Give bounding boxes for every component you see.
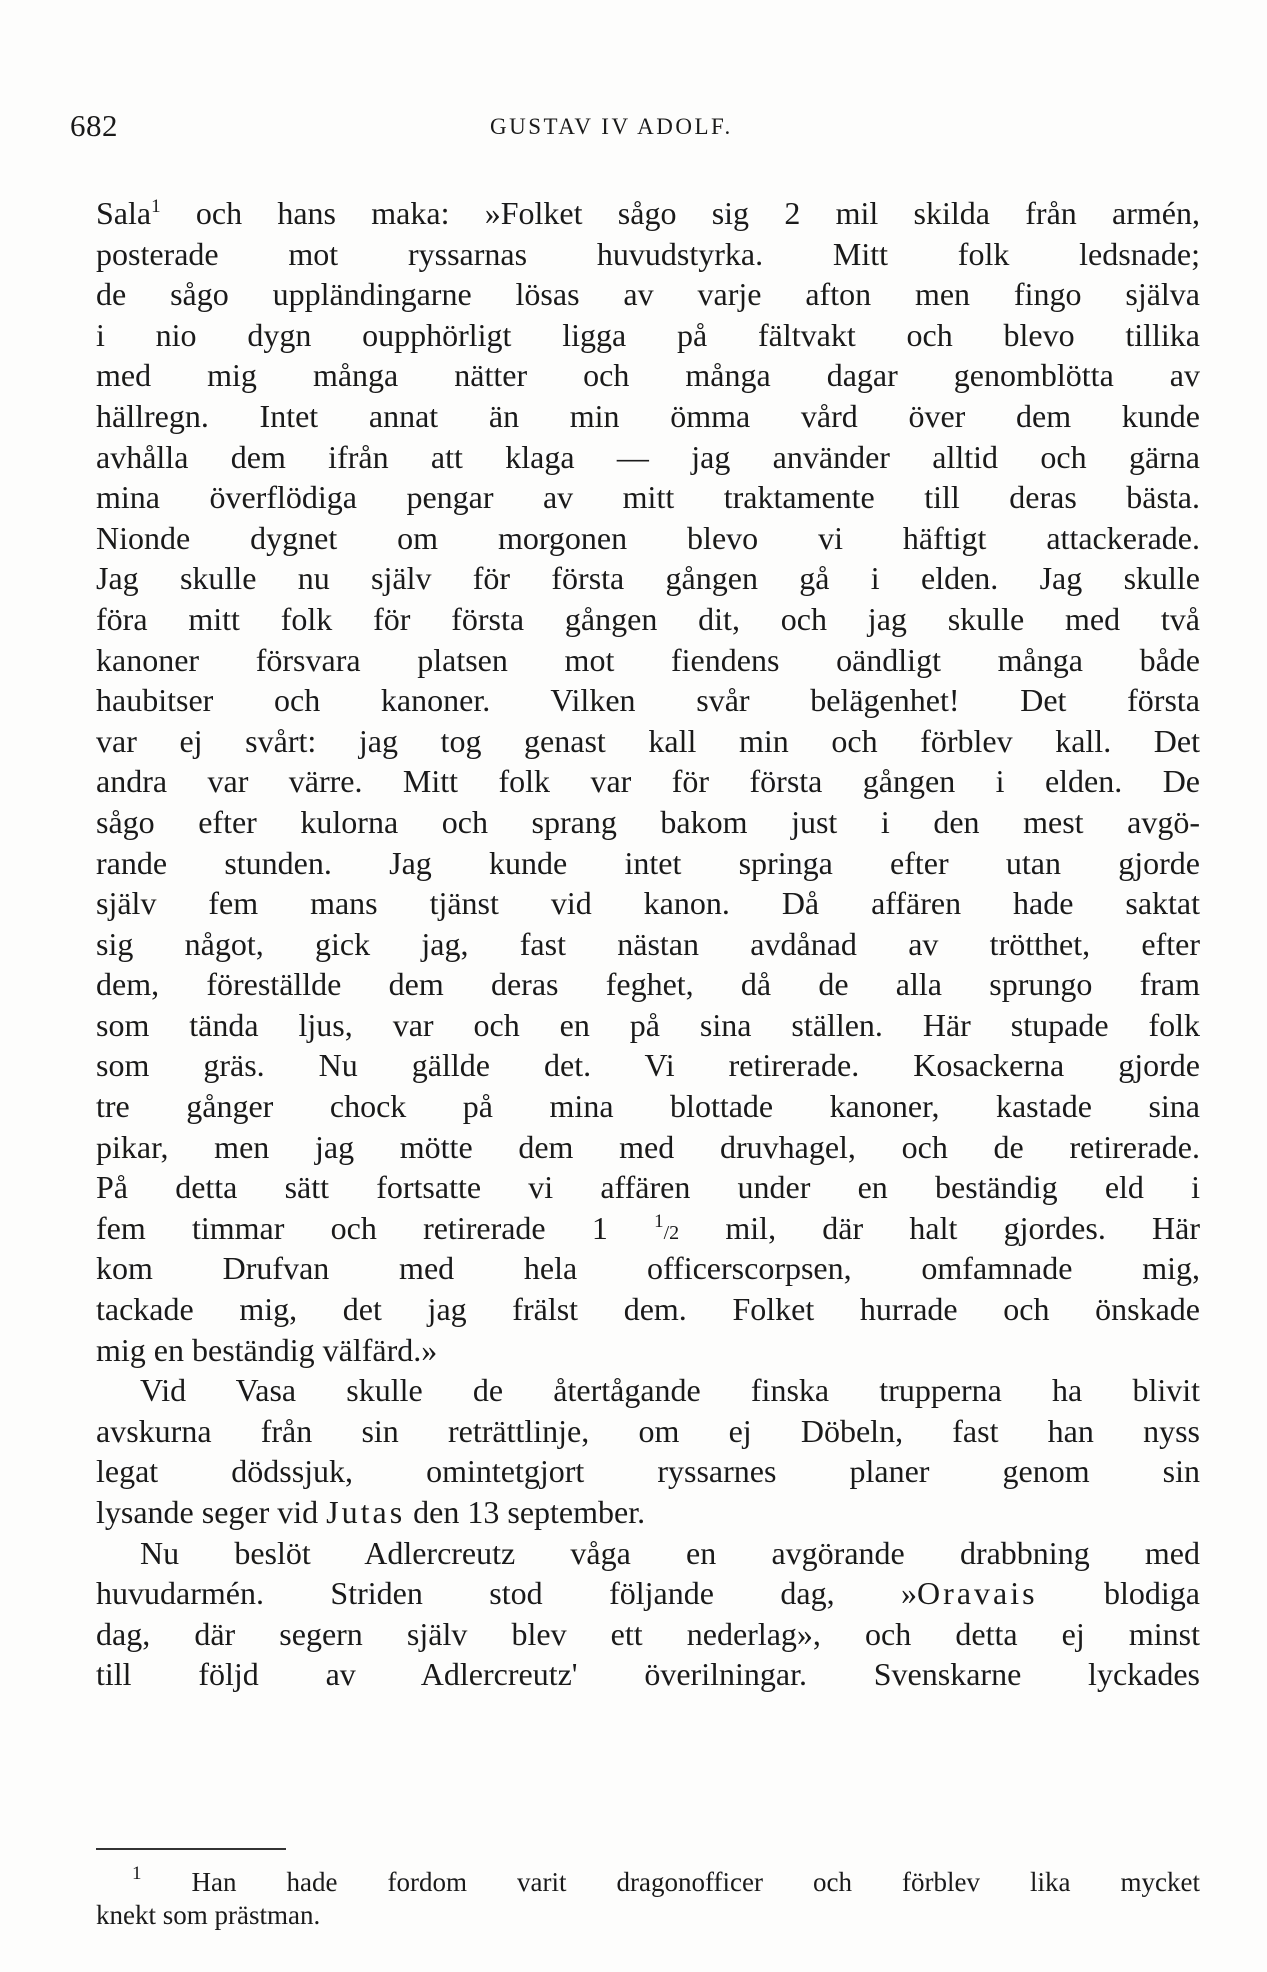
text-line: med mig många nätter och många dagar genomblötta av <box>96 357 1200 394</box>
text-line: mina överflödiga pengar av mitt traktamente till deras bästa. <box>96 479 1200 516</box>
text-line: som tända ljus, var och en på sina ställen. Här stupade folk <box>96 1006 1200 1043</box>
text-line: andra var värre. Mitt folk var för första gången i elden. De <box>96 763 1200 800</box>
footnote <box>96 1863 1200 1932</box>
text-line: dem, föreställde dem deras feghet, då de alla sprungo fram <box>96 966 1200 1003</box>
text-line: tre gånger chock på mina blottade kanoner, kastade sina <box>96 1088 1200 1125</box>
page-number: 682 <box>70 108 118 143</box>
text-line: rande stunden. Jag kunde intet springa efter utan gjorde <box>96 844 1200 881</box>
text-line: själv fem mans tjänst vid kanon. Då affären hade saktat <box>96 885 1200 922</box>
text-line: Sala$^1$ och hans maka: »Folket sågo sig 2 mil skilda från armén, <box>96 195 1200 231</box>
text-line: mig en beständig välfärd.» <box>96 1331 438 1368</box>
text-line: haubitser och kanoner. Vilken svår belägenhet! Det första <box>96 682 1200 719</box>
text-line: lysande seger vid Jutas den 13 september. <box>96 1494 646 1530</box>
footnote-line: knekt som prästman. <box>96 1900 321 1930</box>
text-line: till följd av Adlercreutz' överilningar. Svenskarne lyckades <box>96 1656 1200 1693</box>
footnote-reference: 1 <box>151 196 161 217</box>
text-line: Nionde dygnet om morgonen blevo vi häftigt attackerade. <box>96 519 1200 556</box>
fraction-numerator: 1 <box>654 1210 664 1232</box>
footnote-rule <box>96 1848 286 1850</box>
text-line: legat dödssjuk, omintetgjort ryssarnes planer genom sin <box>96 1453 1200 1490</box>
text-line: kanoner försvara platsen mot fiendens oändligt många både <box>96 641 1200 678</box>
spaced-place-name: Jutas <box>326 1494 406 1530</box>
text-line: kom Drufvan med hela officerscorpsen, omfamnade mig, <box>96 1250 1200 1287</box>
body-text <box>96 193 1200 1695</box>
spaced-place-name: Oravais <box>917 1575 1038 1612</box>
text-line: pikar, men jag mötte dem med druvhagel, och de retirerade. <box>96 1128 1200 1165</box>
text-line: sig något, gick jag, fast nästan avdånad av trötthet, efter <box>96 925 1200 962</box>
running-head: GUSTAV IV ADOLF. <box>490 114 733 139</box>
text-line: de sågo uppländingarne lösas av varje afton men fingo själva <box>96 276 1200 313</box>
text-line: avhålla dem ifrån att klaga — jag använder alltid och gärna <box>96 438 1200 475</box>
text-line: avskurna från sin reträttlinje, om ej Döbeln, fast han nyss <box>96 1412 1200 1449</box>
text-line: posterade mot ryssarnas huvudstyrka. Mitt folk ledsnade; <box>96 235 1200 272</box>
text-line: dag, där segern själv blev ett nederlag», och detta ej minst <box>96 1615 1200 1652</box>
text-line: sågo efter kulorna och sprang bakom just i den mest avgö- <box>96 803 1200 840</box>
text-line: som gräs. Nu gällde det. Vi retirerade. Kosackerna gjorde <box>96 1047 1200 1084</box>
text-line: föra mitt folk för första gången dit, och jag skulle med två <box>96 600 1200 637</box>
text-line: Nu beslöt Adlercreutz våga en avgörande drabbning med <box>140 1534 1200 1571</box>
text-line: tackade mig, det jag frälst dem. Folket hurrade och önskade <box>96 1291 1200 1328</box>
text-line: Vid Vasa skulle de återtågande finska trupperna ha blivit <box>140 1372 1200 1409</box>
footnote-mark: 1 <box>132 1863 142 1884</box>
text-line: fem timmar och retirerade 1 $^1$/2 mil, där halt gjordes. Här <box>96 1209 1201 1246</box>
text-line: hällregn. Intet annat än min ömma vård över dem kunde <box>96 397 1200 434</box>
fraction-denominator: /2 <box>663 1221 680 1244</box>
text-line: huvudarmén. Striden stod följande dag, »Oravais blodiga <box>96 1575 1200 1612</box>
page-header <box>70 108 1200 148</box>
text-line: På detta sätt fortsatte vi affären under en beständig eld i <box>96 1169 1200 1206</box>
text-line: i nio dygn oupphörligt ligga på fältvakt och blevo tillika <box>96 316 1200 353</box>
text-line: var ej svårt: jag tog genast kall min och förblev kall. Det <box>96 722 1200 759</box>
text-line: Jag skulle nu själv för första gången gå i elden. Jag skulle <box>96 560 1200 597</box>
footnote-line: $^1$ Han hade fordom varit dragonofficer och förblev lika mycket <box>132 1863 1200 1897</box>
